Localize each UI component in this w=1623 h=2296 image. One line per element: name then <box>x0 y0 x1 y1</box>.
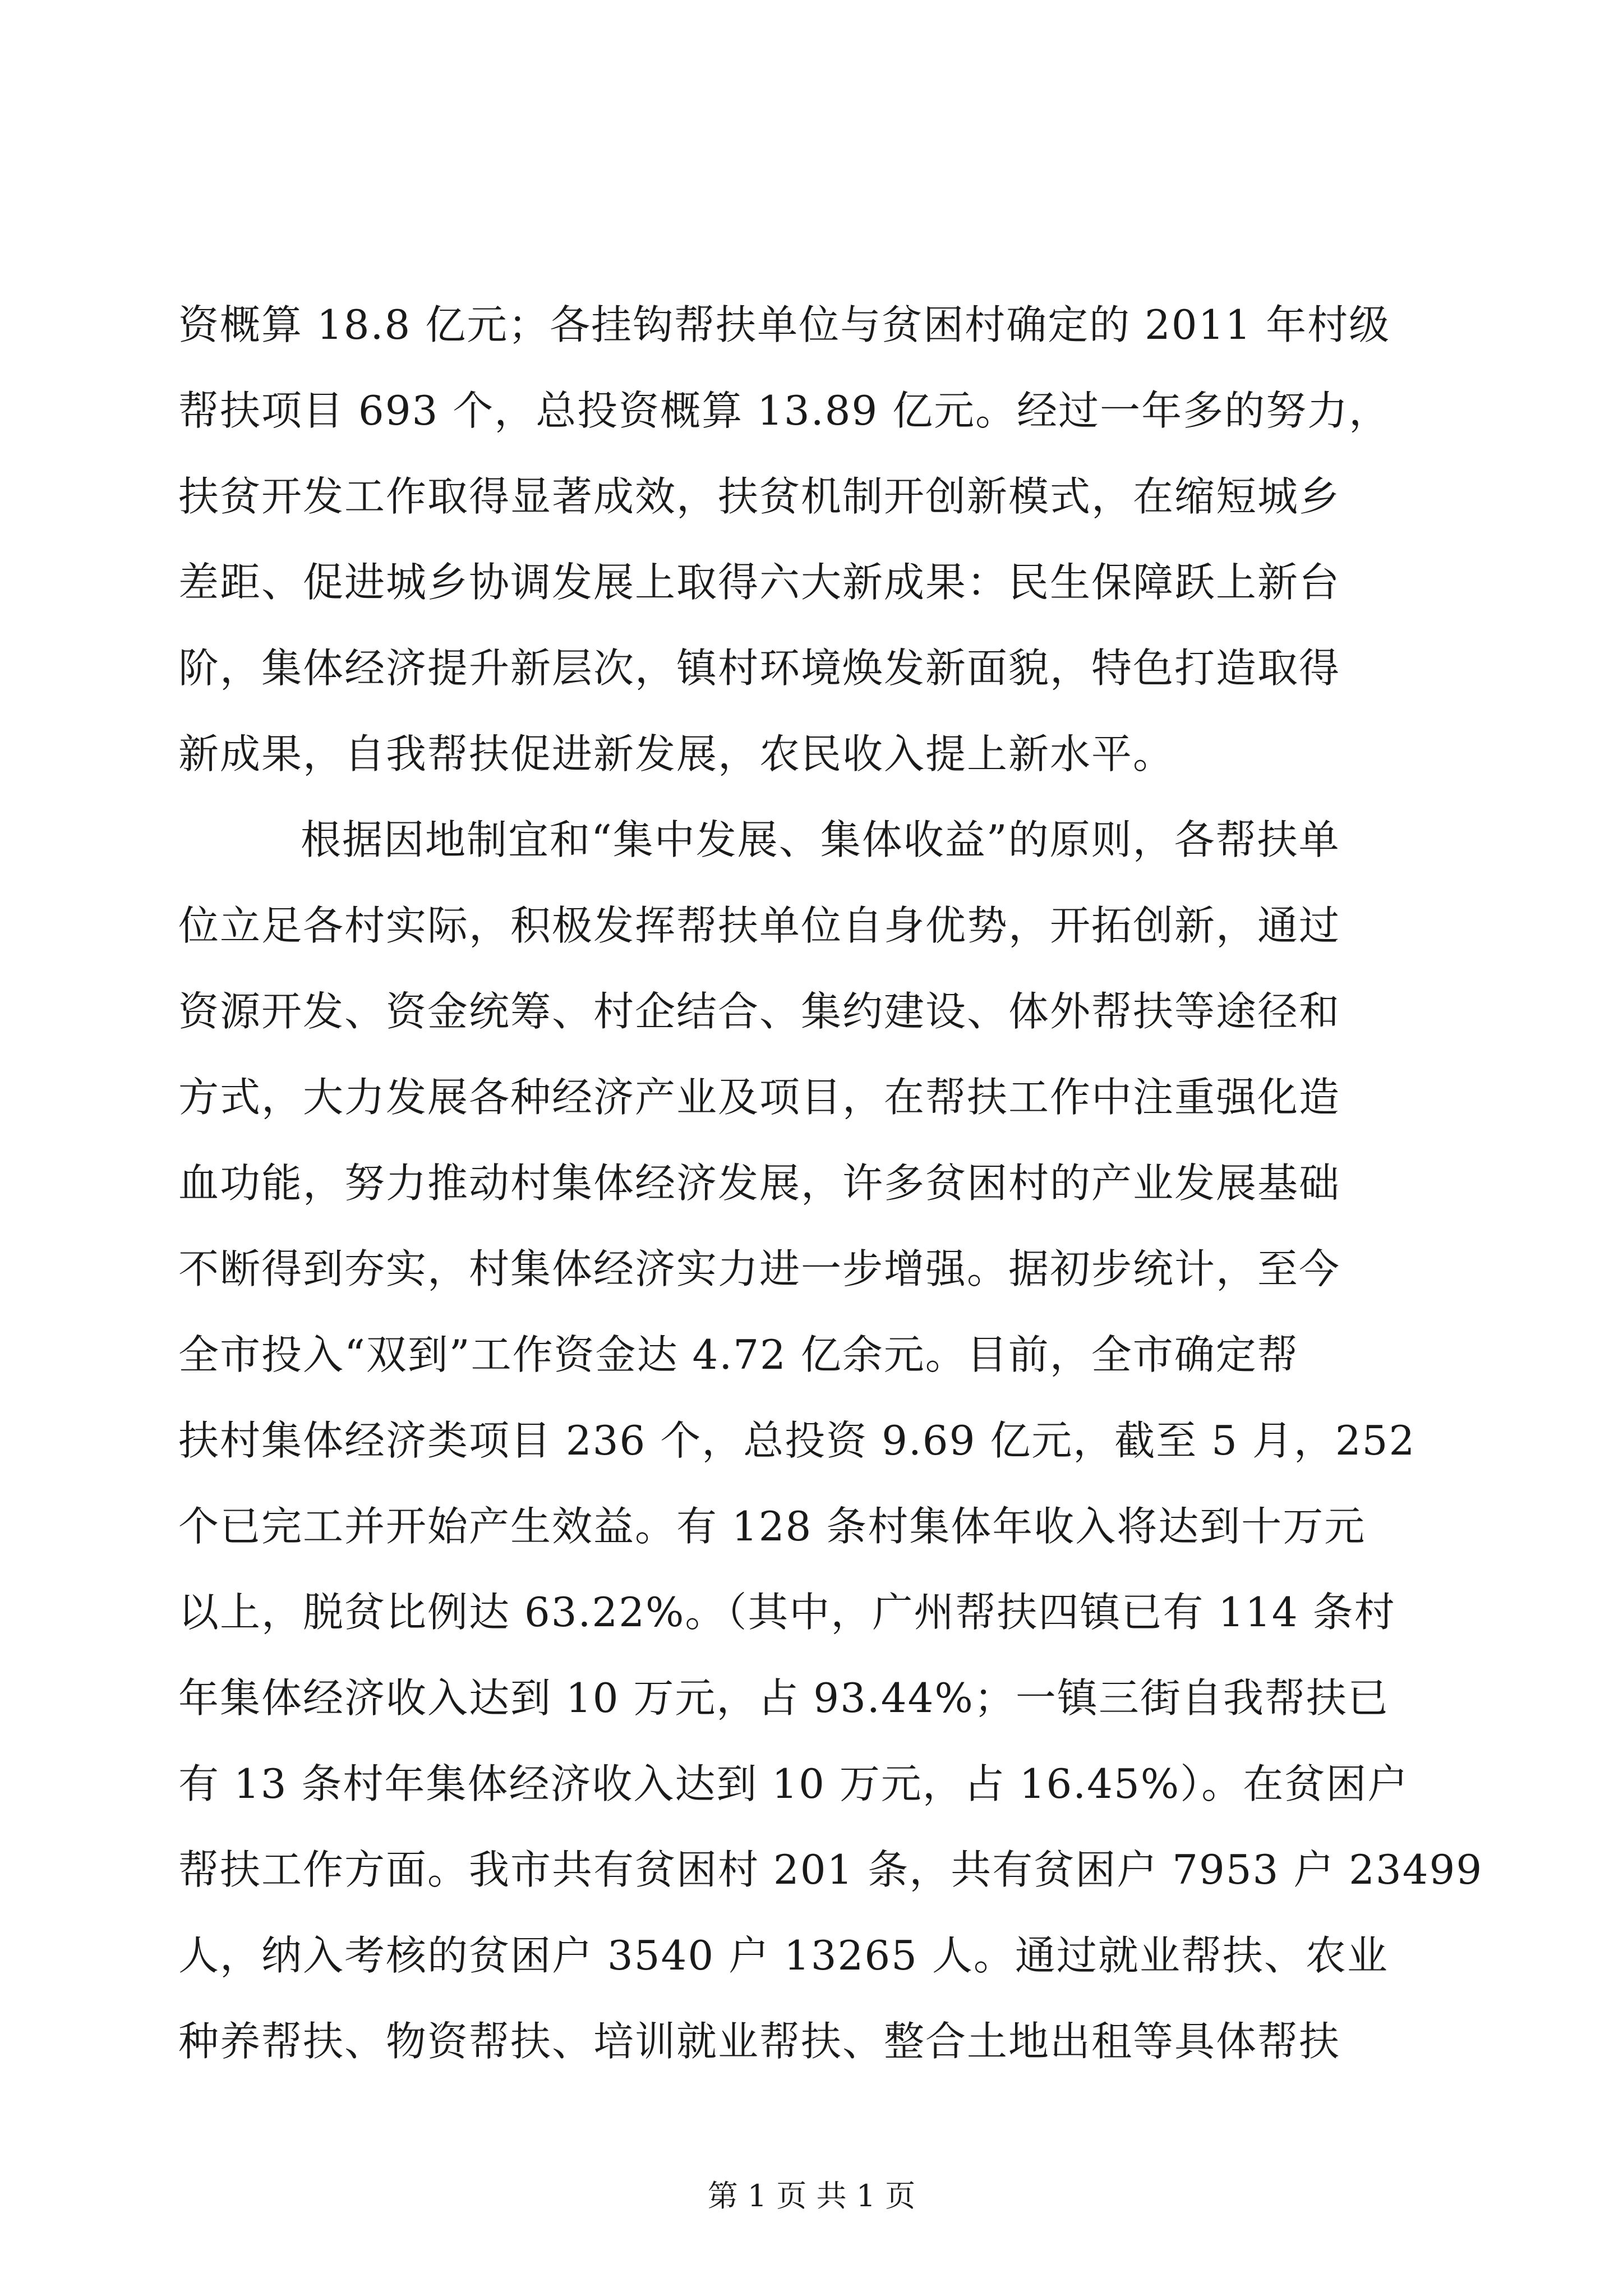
page-footer: 第 1 页 共 1 页 <box>707 2178 916 2214</box>
text-line: 帮扶项目 693 个，总投资概算 13.89 亿元。经过一年多的努力， <box>178 387 1391 434</box>
text-line: 位立足各村实际，积极发挥帮扶单位自身优势，开拓创新，通过 <box>178 902 1341 949</box>
text-line: 资源开发、资金统筹、村企结合、集约建设、体外帮扶等途径和 <box>178 988 1341 1035</box>
text-line: 新成果，自我帮扶促进新发展，农民收入提上新水平。 <box>178 730 1175 777</box>
paragraph-first-line: 根据因地制宜和“集中发展、集体收益”的原则，各帮扶单 <box>301 816 1340 863</box>
text-line: 血功能，努力推动村集体经济发展，许多贫困村的产业发展基础 <box>178 1159 1341 1207</box>
text-line: 资概算 18.8 亿元；各挂钩帮扶单位与贫困村确定的 2011 年村级 <box>178 301 1391 348</box>
text-line: 人，纳入考核的贫困户 3540 户 13265 人。通过就业帮扶、农业 <box>178 1932 1389 1979</box>
text-line: 个已完工并开始产生效益。有 128 条村集体年收入将达到十万元 <box>178 1503 1366 1550</box>
text-line: 种养帮扶、物资帮扶、培训就业帮扶、整合土地出租等具体帮扶 <box>178 2018 1341 2065</box>
text-line: 扶村集体经济类项目 236 个，总投资 9.69 亿元，截至 5 月，252 <box>178 1417 1416 1464</box>
text-line: 方式，大力发展各种经济产业及项目，在帮扶工作中注重强化造 <box>178 1074 1341 1121</box>
text-line: 阶，集体经济提升新层次，镇村环境焕发新面貌，特色打造取得 <box>178 645 1341 692</box>
text-line: 不断得到夯实，村集体经济实力进一步增强。据初步统计，至今 <box>178 1245 1341 1292</box>
text-line: 差距、促进城乡协调发展上取得六大新成果：民生保障跃上新台 <box>178 559 1341 606</box>
text-line: 以上，脱贫比例达 63.22%。（其中，广州帮扶四镇已有 114 条村 <box>178 1589 1396 1636</box>
text-line: 年集体经济收入达到 10 万元，占 93.44%；一镇三街自我帮扶已 <box>178 1674 1389 1722</box>
text-line: 帮扶工作方面。我市共有贫困村 201 条，共有贫困户 7953 户 23499 <box>178 1846 1483 1893</box>
text-line: 有 13 条村年集体经济收入达到 10 万元，占 16.45%）。在贫困户 <box>178 1760 1409 1807</box>
text-line: 全市投入“双到”工作资金达 4.72 亿余元。目前，全市确定帮 <box>178 1331 1299 1378</box>
text-line: 扶贫开发工作取得显著成效，扶贫机制开创新模式，在缩短城乡 <box>178 473 1341 520</box>
